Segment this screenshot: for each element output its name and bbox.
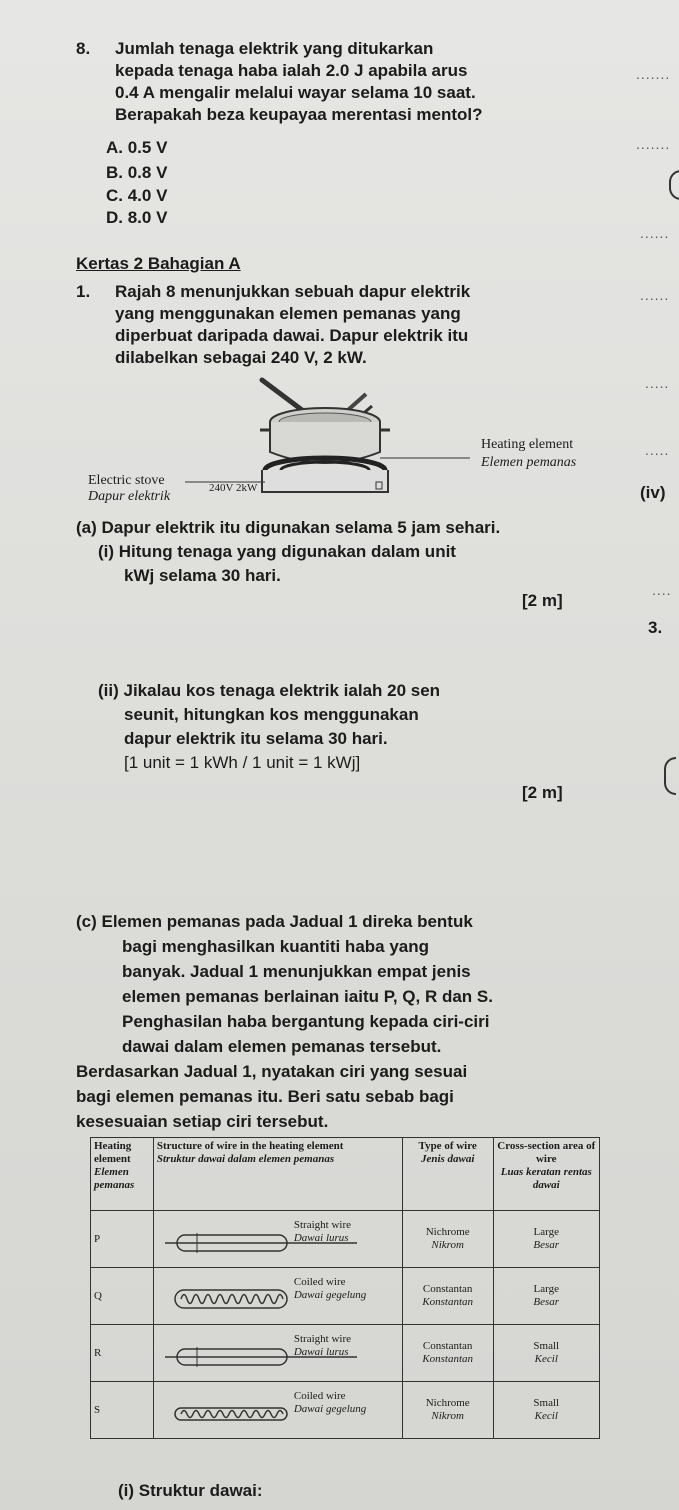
part-c-line-7: Berdasarkan Jadual 1, nyatakan ciri yang sesuai [76,1062,468,1081]
q8-line-3: 0.4 A mengalir melalui wayar selama 10 saat. [115,83,476,102]
part-a-i-marks: [2 m] [522,591,563,610]
margin-dots: ...... [640,287,670,303]
margin-dots: ..... [645,442,670,458]
answer-i-prompt: (i) Struktur dawai: [118,1481,263,1500]
wire-type-cell: Constantan Konstantan [402,1325,493,1382]
table-row [91,1382,600,1439]
part-a-ii-unit-note: [1 unit = 1 kWh / 1 unit = 1 kWj] [124,753,361,772]
margin-bracket [669,170,679,200]
q8-number: 8. [76,39,91,58]
q1-number: 1. [76,282,91,301]
margin-iv: (iv) [640,483,666,502]
row-id: Q [91,1268,154,1325]
cross-section-cell: Large Besar [493,1268,599,1325]
margin-dots: .... [652,582,672,598]
part-c-line-9: kesesuaian setiap ciri tersebut. [76,1112,329,1131]
stove-rating-plate: 240V 2kW [209,482,258,494]
q8-line-1: Jumlah tenaga elektrik yang ditukarkan [115,39,434,58]
section-title: Kertas 2 Bahagian A [76,254,241,273]
q8-option-d: D. 8.0 V [106,208,168,227]
part-c-line-1: (c) Elemen pemanas pada Jadual 1 direka bentuk [76,912,473,931]
wire-type-cell: Nichrome Nikrom [402,1382,493,1439]
cross-section-cell: Small Kecil [493,1325,599,1382]
q1-line-1: Rajah 8 menunjukkan sebuah dapur elektrik [115,282,471,301]
margin-dots: ...... [640,225,670,241]
part-c-line-2: bagi menghasilkan kuantiti haba yang [122,937,430,956]
q8-line-2: kepada tenaga haba ialah 2.0 J apabila arus [115,61,468,80]
part-a-i-line-1: (i) Hitung tenaga yang digunakan dalam unit [98,542,456,561]
part-c-line-6: dawai dalam elemen pemanas tersebut. [122,1037,442,1056]
wire-structure-cell: Straight wire Dawai lurus [153,1325,402,1382]
margin-dots: ....... [636,136,671,152]
cross-section-cell: Large Besar [493,1211,599,1268]
row-id: R [91,1325,154,1382]
margin-bracket [664,757,676,795]
part-c-line-4: elemen pemanas berlainan iaitu P, Q, R dan S. [122,987,493,1006]
wire-structure-cell: Straight wire Dawai lurus [153,1211,402,1268]
part-a-text: (a) Dapur elektrik itu digunakan selama 5 jam sehari. [76,518,501,537]
q8-option-c: C. 4.0 V [106,186,168,205]
wire-type-cell: Nichrome Nikrom [402,1211,493,1268]
q8-option-a: A. 0.5 V [106,138,168,157]
heating-element-table [90,1137,600,1439]
wire-type-cell: Constantan Konstantan [402,1268,493,1325]
header-cross-section-area: Cross-section area of wire Luas keratan rentas dawai [493,1138,599,1211]
part-a-i-line-2: kWj selama 30 hari. [124,566,281,585]
wire-structure-cell: Coiled wire Dawai gegelung [153,1382,402,1439]
part-c-line-8: bagi elemen pemanas itu. Beri satu sebab bagi [76,1087,454,1106]
q1-line-2: yang menggunakan elemen pemanas yang [115,304,461,323]
q1-line-4: dilabelkan sebagai 240 V, 2 kW. [115,348,367,367]
row-id: P [91,1211,154,1268]
table-row [91,1211,600,1268]
margin-question-3: 3. [648,618,663,637]
part-a-ii-marks: [2 m] [522,783,563,802]
q8-option-b: B. 0.8 V [106,163,168,182]
table-header-row [91,1138,600,1211]
electric-stove-label: Electric stove [88,473,165,488]
straight-wire-icon [157,1215,397,1259]
header-wire-structure: Structure of wire in the heating element Struktur dawai dalam elemen pemanas [153,1138,402,1211]
wire-structure-cell: Coiled wire Dawai gegelung [153,1268,402,1325]
cross-section-cell: Small Kecil [493,1382,599,1439]
heating-element-label-ms: Elemen pemanas [481,455,577,470]
part-a-ii-line-2: seunit, hitungkan kos menggunakan [124,705,419,724]
part-c-line-3: banyak. Jadual 1 menunjukkan empat jenis [122,962,471,981]
header-wire-type: Type of wire Jenis dawai [402,1138,493,1211]
margin-dots: ..... [645,375,670,391]
table-row [91,1268,600,1325]
electric-stove-label-ms: Dapur elektrik [88,489,171,504]
part-c-line-5: Penghasilan haba bergantung kepada ciri-ciri [122,1012,490,1031]
row-id: S [91,1382,154,1439]
part-a-ii-line-1: (ii) Jikalau kos tenaga elektrik ialah 20 sen [98,681,441,700]
margin-dots: ....... [636,66,671,82]
table-row [91,1325,600,1382]
straight-wire-icon [157,1329,397,1373]
header-heating-element: Heating element Elemen pemanas [91,1138,154,1211]
part-a-ii-line-3: dapur elektrik itu selama 30 hari. [124,729,388,748]
q8-line-4: Berapakah beza keupayaa merentasi mentol? [115,105,483,124]
heating-element-label: Heating element [481,437,574,452]
q1-line-3: diperbuat daripada dawai. Dapur elektrik itu [115,326,469,345]
